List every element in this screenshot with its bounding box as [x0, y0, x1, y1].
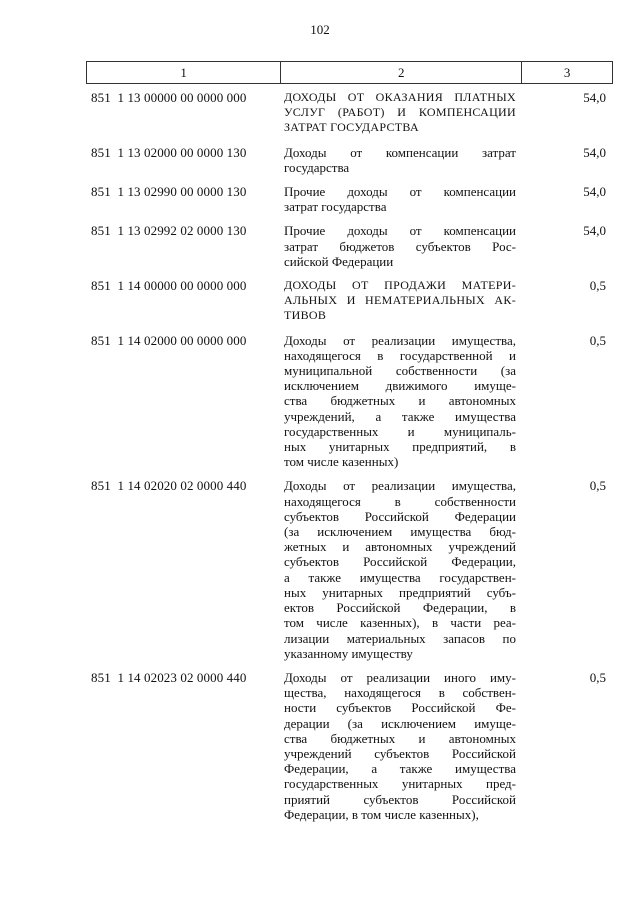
- description-line: приятий субъектов Российской: [284, 791, 516, 807]
- description-line: ектов Российской Федерации, в: [284, 600, 516, 616]
- description-line: ности субъектов Российской Фе-: [284, 700, 516, 716]
- table-row: [86, 145, 613, 175]
- income-description: [282, 184, 516, 214]
- description-line: затрат бюджетов субъектов Рос-: [284, 238, 516, 254]
- budget-code: 851 1 14 02000 00 0000 000: [91, 332, 247, 348]
- description-line: ТИВОВ: [284, 308, 327, 323]
- budget-code: 851 1 13 00000 00 0000 000: [91, 90, 247, 105]
- table-header-row: [86, 61, 613, 84]
- description-line: государственных и муниципаль-: [284, 423, 516, 439]
- description-line: указанному имуществу: [284, 645, 413, 661]
- description-line: том числе казенных), в части реа-: [284, 615, 516, 631]
- description-line: ДОХОДЫ ОТ ОКАЗАНИЯ ПЛАТНЫХ: [284, 90, 516, 104]
- page-number: 102: [310, 22, 330, 37]
- description-line: государственных унитарных пред-: [284, 776, 516, 792]
- table-row: [86, 90, 613, 136]
- description-line: Прочие доходы от компенсации: [284, 184, 516, 200]
- table-row: [86, 478, 613, 660]
- amount-value: 0,5: [589, 278, 606, 294]
- income-description: [282, 478, 516, 660]
- income-description: [282, 670, 516, 822]
- amount-value: 54,0: [583, 90, 606, 105]
- description-line: ЗАТРАТ ГОСУДАРСТВА: [284, 120, 419, 135]
- description-line: а также имущества государствен-: [284, 569, 516, 585]
- description-line: ства бюджетных и автономных: [284, 393, 516, 409]
- description-line: Федерации, в том числе казенных),: [284, 806, 479, 822]
- amount-value: 0,5: [589, 669, 606, 685]
- table-row: [86, 333, 613, 470]
- description-line: Доходы от реализации иного иму-: [284, 669, 516, 685]
- description-line: дерации (за исключением имуще-: [284, 715, 516, 731]
- description-line: находящегося в собственности: [284, 493, 516, 509]
- column-header-amount: 3: [563, 64, 571, 80]
- income-description: [282, 333, 516, 470]
- table-row: [86, 223, 613, 269]
- income-description: [282, 90, 516, 136]
- amount-value: 54,0: [583, 184, 606, 200]
- description-line: ных унитарных предприятий, в: [284, 439, 516, 455]
- description-line: сийской Федерации: [284, 253, 394, 269]
- description-line: Прочие доходы от компенсации: [284, 223, 516, 239]
- description-line: лизации материальных запасов по: [284, 630, 516, 646]
- description-line: ных унитарных предприятий субъ-: [284, 584, 516, 600]
- description-line: муниципальной собственности (за: [284, 363, 516, 379]
- table-row: [86, 670, 613, 822]
- column-header-name: 2: [281, 62, 522, 83]
- description-line: государства: [284, 159, 350, 175]
- description-line: ДОХОДЫ ОТ ПРОДАЖИ МАТЕРИ-: [284, 278, 516, 293]
- description-line: субъектов Российской Федерации,: [284, 554, 516, 570]
- description-line: ства бюджетных и автономных: [284, 730, 516, 746]
- income-description: [282, 223, 516, 269]
- table-row: [86, 278, 613, 324]
- table-row: [86, 184, 613, 214]
- budget-code: 851 1 13 02992 02 0000 130: [91, 223, 247, 239]
- description-line: жетных и автономных учреждений: [284, 539, 516, 555]
- description-line: том числе казенных): [284, 454, 399, 470]
- description-line: Доходы от реализации имущества,: [284, 478, 516, 494]
- amount-value: 0,5: [589, 332, 606, 348]
- budget-table: [86, 61, 613, 831]
- description-line: (за исключением имущества бюд-: [284, 524, 516, 540]
- budget-code: 851 1 13 02990 00 0000 130: [91, 184, 247, 200]
- budget-code: 851 1 14 02020 02 0000 440: [91, 478, 247, 494]
- income-description: [282, 145, 516, 175]
- budget-code: 851 1 14 00000 00 0000 000: [91, 278, 247, 294]
- amount-value: 54,0: [583, 144, 606, 160]
- description-line: АЛЬНЫХ И НЕМАТЕРИАЛЬНЫХ АК-: [284, 293, 516, 308]
- description-line: Доходы от компенсации затрат: [284, 144, 516, 160]
- description-line: исключением движимого имуще-: [284, 378, 516, 394]
- description-line: Доходы от реализации имущества,: [284, 332, 516, 348]
- description-line: находящегося в государственной и: [284, 347, 516, 363]
- description-line: субъектов Российской Федерации: [284, 508, 516, 524]
- description-line: УСЛУГ (РАБОТ) И КОМПЕНСАЦИИ: [284, 105, 516, 120]
- income-description: [282, 278, 516, 324]
- table-body: [86, 90, 613, 822]
- amount-value: 0,5: [589, 478, 606, 494]
- budget-code: 851 1 14 02023 02 0000 440: [91, 669, 247, 685]
- budget-code: 851 1 13 02000 00 0000 130: [91, 144, 247, 160]
- amount-value: 54,0: [583, 223, 606, 239]
- description-line: учреждений субъектов Российской: [284, 745, 516, 761]
- column-header-code: 1: [87, 62, 281, 83]
- description-line: учреждений, а также имущества: [284, 408, 516, 424]
- description-line: щества, находящегося в собствен-: [284, 685, 516, 701]
- description-line: Федерации, а также имущества: [284, 761, 516, 777]
- description-line: затрат государства: [284, 199, 387, 215]
